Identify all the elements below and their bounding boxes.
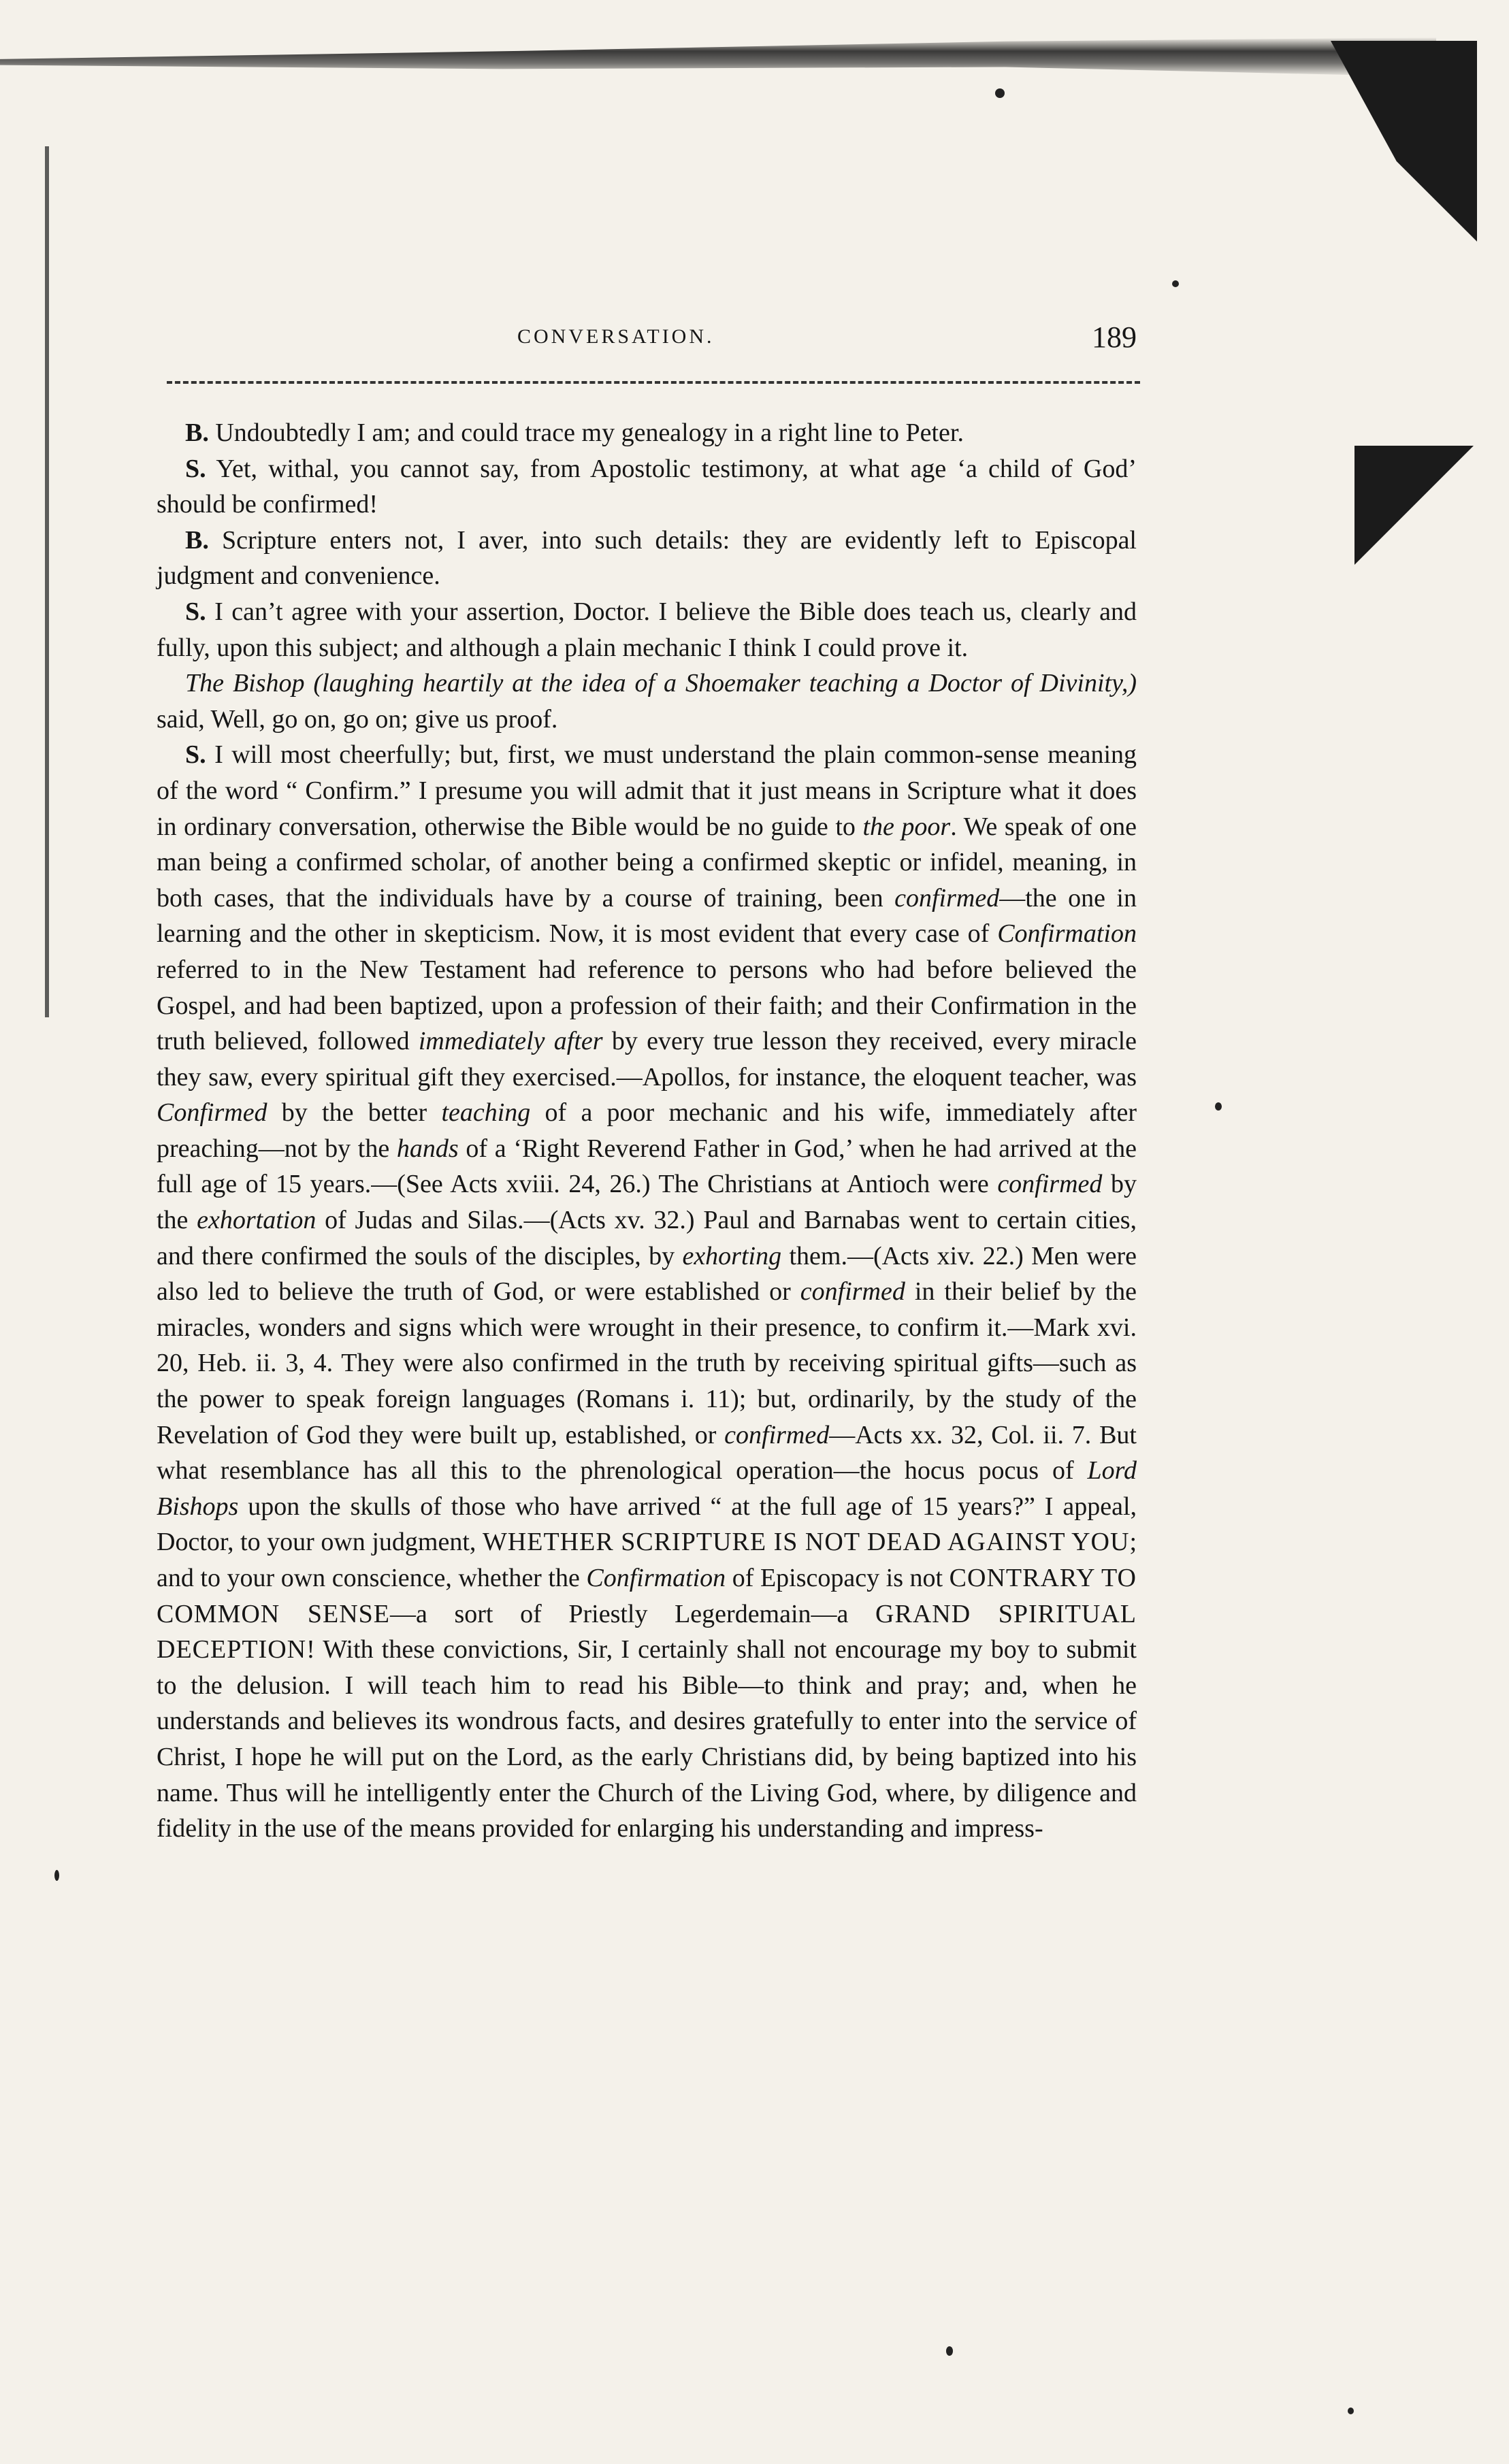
text-run: of Episcopacy is not [726, 1564, 950, 1592]
italic-phrase: immediately after [418, 1027, 603, 1056]
stage-direction: The Bishop (laughing heartily at the idea of a Shoemaker teaching a Doctor of Divinity,) [185, 669, 1137, 698]
paragraph [157, 451, 1137, 523]
text-run: —a sort of Priestly Legerdemain—a [390, 1599, 876, 1628]
italic-phrase: hands [396, 1134, 459, 1163]
speaker-label: S. [185, 597, 206, 626]
scan-speck [1348, 2408, 1354, 2414]
speaker-label: S. [185, 740, 206, 770]
body-text [157, 415, 1137, 1847]
scan-artifact-margin [1354, 446, 1474, 565]
italic-phrase: exhortation [197, 1206, 317, 1235]
scan-speck [995, 88, 1005, 98]
scan-speck [946, 2346, 953, 2356]
page-number: 189 [1092, 321, 1137, 354]
italic-phrase: exhorting [682, 1241, 782, 1270]
scan-speck [1172, 280, 1179, 287]
scan-speck [54, 1870, 59, 1881]
text-run: I will most cheerfully; but, first, we must understand the plain common-sense meaning of the word “ Confirm.” I presume you will admit that it just means in Scripture what it does in ordinary conversation, otherwise the Bible would be no guide to [157, 740, 1137, 841]
italic-phrase: Lord Bishops [157, 1456, 1137, 1521]
page-header [170, 320, 1137, 361]
caps-phrase: WHETHER SCRIPTURE IS NOT DEAD AGAINST YOU [482, 1528, 1130, 1557]
text-run: referred to in the New Testament had reference to persons who had before believed the Gospel, and had been baptized, upon a profession of their faith; and their Confirmation in the truth believed, followed [157, 955, 1137, 1056]
italic-phrase: Confirmation [997, 919, 1137, 949]
text-run: ! With these convictions, Sir, I certainly shall not encourage my boy to submit to the delusion. I will teach him to read his Bible—to think and pray; and, when he understands and believes its wondrous facts, and desires gratefully to enter into the service of Christ, I hope he will put on the Lord, as the early Christians did, by being baptized into his name. Thus will he intelligently enter the Church of the Living God, where, by diligence and fidelity in the use of the means provided for enlarging his understanding and impress- [157, 1635, 1137, 1843]
text-run: of a poor mechanic and his wife, immediately after preaching—not by the [157, 1098, 1137, 1163]
caps-phrase: GRAND SPIRITUAL DECEPTION [157, 1599, 1137, 1664]
paragraph [157, 415, 1137, 451]
italic-phrase: Confirmed [157, 1098, 267, 1128]
italic-phrase: confirmed [997, 1170, 1103, 1199]
text-run: them.—(Acts xiv. 22.) Men were also led to believe the truth of God, or were established or [157, 1241, 1137, 1307]
paragraph [157, 666, 1137, 737]
paragraph [157, 737, 1137, 1846]
speaker-label: S. [185, 454, 206, 483]
text-run: of Judas and Silas.—(Acts xv. 32.) Paul and Barnabas went to certain cities, and there confirmed the souls of the disciples, by [157, 1206, 1137, 1270]
paragraph [157, 523, 1137, 594]
paragraph-text: said, Well, go on, go on; give us proof. [157, 704, 558, 734]
text-run: . We speak of one man being a confirmed scholar, of another being a confirmed skeptic or infidel, meaning, in both cases, that the individuals have by a course of training, been [157, 812, 1137, 913]
italic-phrase: teaching [441, 1098, 531, 1128]
text-run: in their belief by the miracles, wonders and signs which were wrought in their presence, to confirm it.—Mark xvi. 20, Heb. ii. 3, 4. They were also confirmed in the truth by receiving spiritual gifts—such as the power to speak foreign languages (Romans i. 11); but, ordinarily, by the study of the Revelation of God they were built up, established, or [157, 1277, 1137, 1449]
speaker-label: B. [185, 525, 209, 555]
text-run: by the better [267, 1098, 442, 1128]
text-run: by the [157, 1170, 1137, 1235]
caps-phrase: CONTRARY TO COMMON SENSE [157, 1564, 1137, 1628]
paragraph-text: Yet, withal, you cannot say, from Apostolic testimony, at what age ‘a child of God’ should be confirmed! [157, 454, 1137, 519]
italic-phrase: Confirmation [586, 1564, 726, 1592]
italic-phrase: confirmed [800, 1277, 905, 1307]
running-head: CONVERSATION. [517, 325, 715, 348]
paragraph-text: Undoubtedly I am; and could trace my genealogy in a right line to Peter. [215, 418, 964, 447]
text-run: by every true lesson they received, every miracle they saw, every spiritual gift they exercised.—Apollos, for instance, the eloquent teacher, was [157, 1027, 1137, 1091]
scan-smudge-top [0, 37, 1436, 77]
paragraph [157, 594, 1137, 666]
paragraph-text [157, 740, 1137, 1843]
text-run: —Acts xx. 32, Col. ii. 7. But what resemblance has all this to the phrenological operation—the hocus pocus of [157, 1420, 1137, 1485]
text-run: —the one in learning and the other in skepticism. Now, it is most evident that every case of [157, 883, 1137, 949]
italic-phrase: confirmed [724, 1420, 830, 1449]
header-rule [167, 381, 1140, 384]
paragraph-text: I can’t agree with your assertion, Doctor. I believe the Bible does teach us, clearly and fully, upon this subject; and although a plain mechanic I think I could prove it. [157, 597, 1137, 662]
text-run: upon the skulls of those who have arrived “ at the full age of 15 years?” I appeal, Doctor, to your own judgment, [157, 1492, 1137, 1557]
italic-phrase: confirmed [894, 883, 1000, 913]
italic-phrase: the poor [862, 812, 951, 841]
scan-artifact-corner [1331, 41, 1477, 242]
speaker-label: B. [185, 418, 209, 447]
scan-speck [1215, 1102, 1222, 1111]
text-run: of a ‘Right Reverend Father in God,’ when he had arrived at the full age of 15 years.—(See Acts xviii. 24, 26.) The Christians at Antioch were [157, 1134, 1137, 1199]
scan-artifact-left-line [45, 146, 49, 1017]
text-run: ; and to your own conscience, whether the [157, 1528, 1137, 1592]
paragraph-text: Scripture enters not, I aver, into such details: they are evidently left to Episcopal judgment and convenience. [157, 525, 1137, 591]
